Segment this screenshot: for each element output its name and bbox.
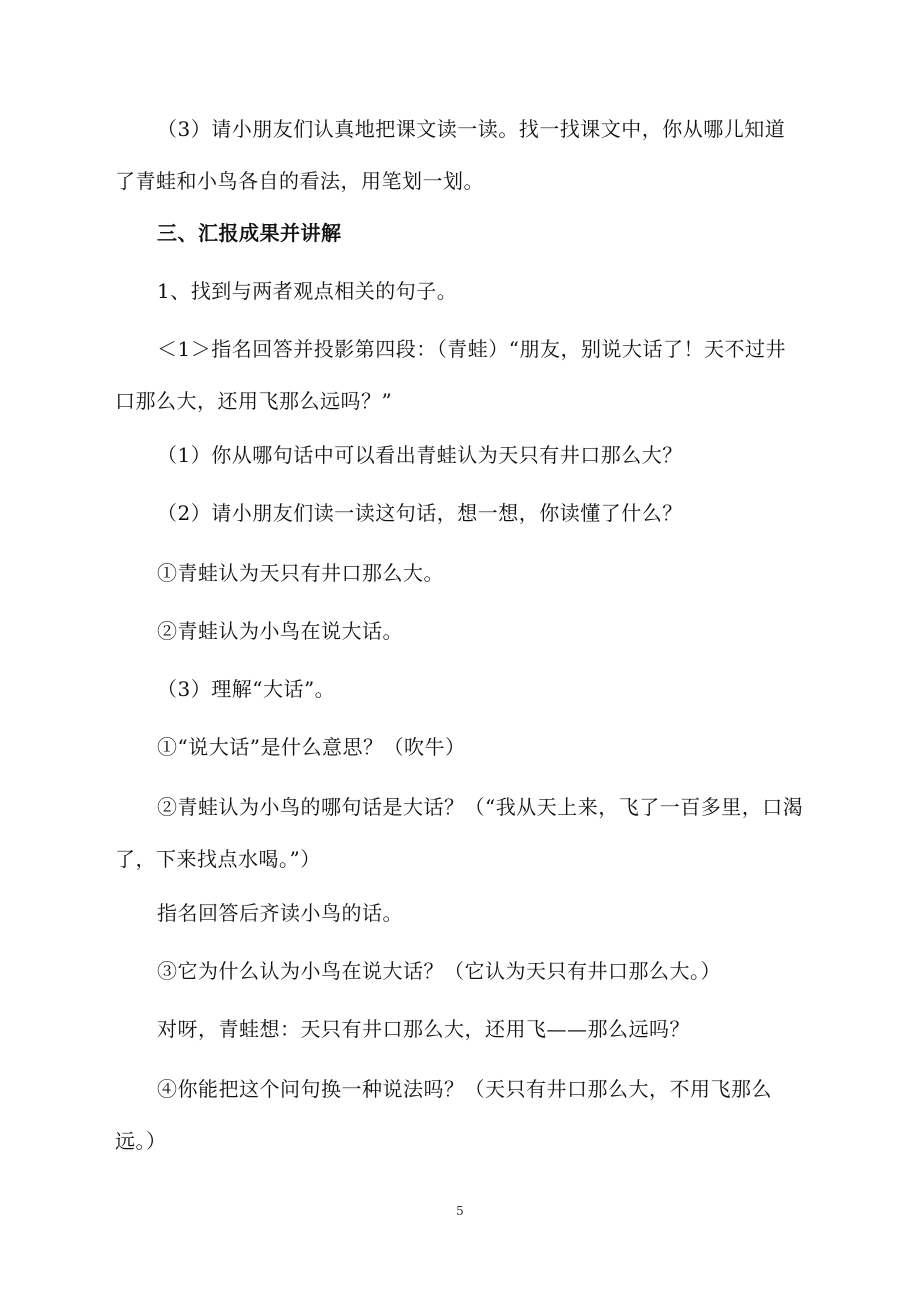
paragraph-why-big-talk: ③它为什么认为小鸟在说大话？（它认为天只有井口那么大。） bbox=[157, 959, 721, 983]
paragraph-frog-thinks: 对呀，青蛙想：天只有井口那么大，还用飞——那么远吗？ bbox=[157, 1017, 690, 1041]
paragraph-question-3: （3）理解“大话”。 bbox=[157, 677, 336, 701]
paragraph-find-sentences: 1、找到与两者观点相关的句子。 bbox=[157, 279, 458, 303]
paragraph-bird-quote: ②青蛙认为小鸟的哪句话是大话？（“我从天上来，飞了一百多里，口渴了，下来找点水喝。”） bbox=[115, 795, 804, 871]
paragraph-frog-quote: ＜1＞指名回答并投影第四段：（青蛙）“朋友，别说大话了！天不过井口那么大，还用飞那么远吗？” bbox=[115, 337, 786, 413]
paragraph-rephrase: ④你能把这个问句换一种说法吗？（天只有井口那么大，不用飞那么远。） bbox=[115, 1077, 772, 1153]
paragraph-answer-1: ①青蛙认为天只有井口那么大。 bbox=[157, 561, 444, 585]
page-number: 5 bbox=[456, 1204, 464, 1218]
paragraph-read-aloud: 指名回答后齐读小鸟的话。 bbox=[157, 901, 403, 925]
paragraph-question-1: （1）你从哪句话中可以看出青蛙认为天只有井口那么大？ bbox=[157, 443, 683, 467]
paragraph-question-2: （2）请小朋友们读一读这句话，想一想，你读懂了什么？ bbox=[157, 501, 683, 525]
section-heading: 三、汇报成果并讲解 bbox=[157, 221, 342, 245]
paragraph-big-talk-meaning: ①“说大话”是什么意思？（吹牛） bbox=[157, 735, 466, 759]
paragraph-read-text: （3）请小朋友们认真地把课文读一读。找一找课文中，你从哪儿知道了青蛙和小鸟各自的看法，用笔划一划。 bbox=[115, 117, 786, 193]
paragraph-answer-2: ②青蛙认为小鸟在说大话。 bbox=[157, 619, 403, 643]
